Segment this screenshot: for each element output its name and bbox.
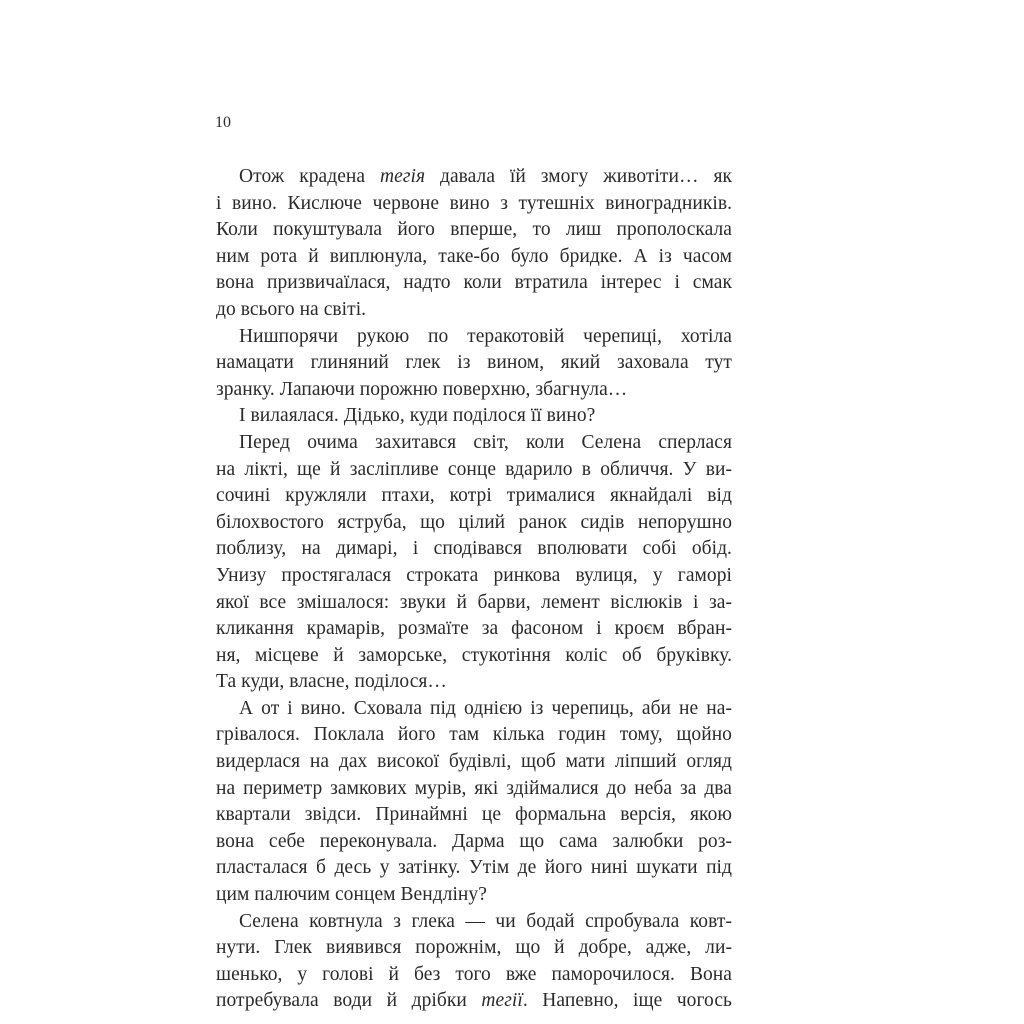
text-line (216, 749, 732, 776)
text-line (216, 563, 732, 590)
text-line (216, 217, 732, 244)
text-segment: кликання крамарів, розмаїте за фасоном і кроєм вбран- (216, 618, 732, 640)
text-segment: потребувала води й дрібки (216, 990, 482, 1012)
text-line (216, 377, 732, 404)
text-segment: Коли покуштувала його вперше, то лиш прополоскала (216, 219, 732, 241)
text-line (216, 855, 732, 882)
paragraph (216, 403, 732, 430)
text-line (216, 536, 732, 563)
text-line (216, 802, 732, 829)
text-segment: намацати глиняний глек із вином, який заховала тут (216, 352, 732, 374)
text-segment: . Напевно, іще чогось (522, 990, 732, 1012)
text-segment: грівалося. Поклала його там кілька годин тому, щойно (216, 724, 732, 746)
text-line (216, 244, 732, 271)
text-line (216, 722, 732, 749)
text-line (216, 962, 732, 989)
text-line (216, 909, 732, 936)
text-segment: давала їй змогу животіти… як (425, 166, 732, 187)
text-segment: Унизу простягалася строката ринкова вулиця, у гаморі (216, 564, 732, 586)
text-line (216, 457, 732, 484)
italic-term: тегії (481, 990, 523, 1012)
text-segment: ня, місцеве й заморське, стукотіння коліс об бруківку. (216, 644, 732, 666)
text-segment: зранку. Лапаючи порожню поверхню, збагнула… (216, 378, 628, 400)
text-segment: ним рота й виплюнула, таке-бо було бридке. А із часом (216, 245, 732, 267)
text-segment: Отож крадена (239, 166, 380, 187)
text-segment: пласталася б десь у затінку. Утім де його нині шукати під (216, 857, 732, 879)
text-line (216, 643, 732, 670)
text-segment: і вино. Кислюче червоне вино з тутешніх виноградників. (216, 192, 732, 214)
text-line (216, 590, 732, 617)
page-number: 10 (215, 114, 231, 131)
text-segment: до всього на світі. (216, 298, 367, 320)
text-segment: І вилаялася. Дідько, куди поділося її вино? (239, 405, 596, 427)
paragraph (216, 324, 732, 404)
text-segment: квартали звідси. Принаймні це формальна версія, якою (216, 804, 732, 826)
text-line (216, 430, 732, 457)
text-segment: А от і вино. Сховала під однією із черепиць, аби не на- (239, 697, 732, 719)
paragraph (216, 909, 732, 1015)
text-line (216, 988, 732, 1015)
text-segment: цим палючим сонцем Вендліну? (216, 884, 487, 906)
italic-term: тегія (380, 166, 426, 187)
paragraph (216, 696, 732, 909)
text-line (216, 164, 732, 191)
text-segment: Перед очима захитався світ, коли Селена сперлася (239, 431, 732, 453)
body-text (216, 164, 732, 1015)
text-segment: на лікті, ще й засліпливе сонце вдарило в обличчя. У ви- (216, 458, 732, 480)
text-segment: сочині кружляли птахи, котрі трималися якнайдалі від (216, 485, 732, 507)
text-line (216, 935, 732, 962)
text-line (216, 696, 732, 723)
text-line (216, 350, 732, 377)
text-segment: поблизу, на димарі, і сподівався вполювати собі обід. (216, 538, 732, 560)
text-line (216, 616, 732, 643)
text-segment: Селена ковтнула з глека — чи бодай спробувала ковт- (239, 910, 732, 932)
text-line (216, 829, 732, 856)
text-segment: на периметр замкових мурів, які здіймалися до неба за два (216, 777, 732, 799)
paragraph (216, 164, 732, 324)
text-line (216, 191, 732, 218)
text-segment: Та куди, власне, поділося… (216, 671, 447, 693)
text-segment: Нишпорячи рукою по теракотовій черепиці, хотіла (239, 325, 732, 347)
text-line (216, 510, 732, 537)
text-segment: якої все змішалося: звуки й барви, лемент віслюків і за- (216, 591, 732, 613)
text-line (216, 669, 732, 696)
text-line (216, 324, 732, 351)
text-line (216, 297, 732, 324)
text-segment: вона призвичаїлася, надто коли втратила інтерес і смак (216, 272, 732, 294)
text-segment: нути. Глек виявився порожнім, що й добре, адже, ли- (216, 937, 732, 959)
paragraph (216, 430, 732, 696)
text-line (216, 403, 732, 430)
text-segment: шенько, у голові й без того вже паморочилося. Вона (216, 963, 732, 985)
text-segment: видерлася на дах високої будівлі, щоб мати ліпший огляд (216, 751, 732, 773)
text-line (216, 882, 732, 909)
text-line (216, 270, 732, 297)
text-segment: вона себе переконувала. Дарма що сама залюбки роз- (216, 830, 732, 852)
text-line (216, 776, 732, 803)
text-line (216, 483, 732, 510)
text-segment: білохвостого яструба, що цілий ранок сидів непорушно (216, 511, 732, 533)
